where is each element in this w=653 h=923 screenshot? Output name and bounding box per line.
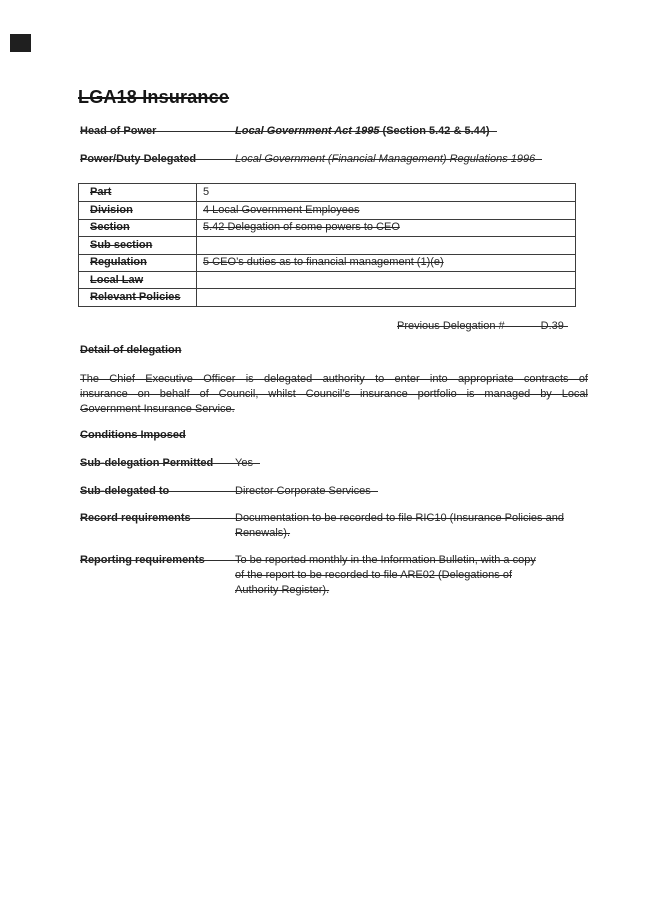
page-title: LGA18 Insurance	[78, 87, 230, 107]
conditions-heading: Conditions Imposed	[80, 429, 186, 441]
act-section: (Section 5.42 & 5.44)	[382, 125, 490, 137]
strike-line	[80, 159, 542, 160]
table-row-value: 5	[196, 184, 575, 201]
detail-heading: Detail of delegation	[80, 344, 182, 356]
previous-delegation-value: D.39	[540, 320, 564, 332]
value-line: Authority Register).	[235, 584, 330, 596]
sub-delegated-to-label: Sub-delegated to	[80, 485, 170, 497]
delegation-table	[78, 183, 576, 307]
table-row-label: Part	[90, 186, 112, 199]
paragraph-line: The Chief Executive Officer is delegated authority to enter into appropriate contracts of	[80, 373, 588, 385]
table-row-value	[196, 271, 575, 288]
sub-delegated-to-row	[80, 484, 371, 498]
table-row-label: Section	[79, 219, 196, 236]
power-duty-value: Local Government (Financial Management) Regulations 1996	[235, 153, 536, 165]
value-line: Renewals).	[235, 527, 291, 539]
sub-delegation-permitted-label: Sub-delegation Permitted	[80, 457, 214, 469]
table-row-label: Local Law	[79, 271, 196, 288]
paragraph-line: insurance on behalf of Council, whilst Council’s insurance portfolio is managed by Local	[80, 388, 588, 400]
scan-artifact-mark	[10, 34, 31, 52]
strike-line	[80, 131, 497, 132]
table-row-value: 5.42 Delegation of some powers to CEO	[196, 219, 575, 236]
table-row-label: Division	[79, 201, 196, 218]
reporting-requirements-label: Reporting requirements	[80, 553, 235, 567]
sub-delegation-permitted-row	[80, 456, 253, 470]
reporting-requirements-row	[80, 553, 597, 598]
table-row-value: 5 CEO’s duties as to financial management (1)(e)	[196, 254, 575, 271]
value-line: Documentation to be recorded to file RIC10 (Insurance Policies and	[235, 512, 564, 524]
table-row-value	[196, 288, 575, 305]
reporting-requirements-value	[235, 553, 597, 598]
head-of-power-row	[80, 124, 490, 138]
power-duty-label: Power/Duty Delegated	[80, 153, 197, 165]
table-row-value	[196, 236, 575, 253]
strike-line	[80, 491, 378, 492]
previous-delegation-label: Previous Delegation #	[397, 320, 505, 332]
act-name: Local Government Act 1995	[235, 125, 380, 137]
record-requirements-value	[235, 511, 597, 541]
previous-delegation-row	[397, 319, 564, 333]
value-line: To be reported monthly in the Information Bulletin, with a copy	[235, 554, 536, 566]
record-requirements-row	[80, 511, 597, 541]
head-of-power-label: Head of Power	[80, 125, 157, 137]
strike-line	[80, 463, 260, 464]
power-duty-row	[80, 152, 535, 166]
value-line: of the report to be recorded to file ARE02 (Delegations of	[235, 569, 512, 581]
record-requirements-label: Record requirements	[80, 511, 235, 525]
table-row-label: Relevant Policies	[79, 288, 196, 305]
sub-delegation-permitted-value: Yes	[235, 457, 253, 469]
strike-line	[397, 326, 568, 327]
table-row-label: Sub section	[79, 236, 196, 253]
paragraph-line: Government Insurance Service.	[80, 403, 235, 415]
sub-delegated-to-value: Director Corporate Services	[235, 485, 371, 497]
table-row-label: Regulation	[79, 254, 196, 271]
table-row-value: 4 Local Government Employees	[196, 201, 575, 218]
detail-paragraph	[80, 372, 588, 417]
